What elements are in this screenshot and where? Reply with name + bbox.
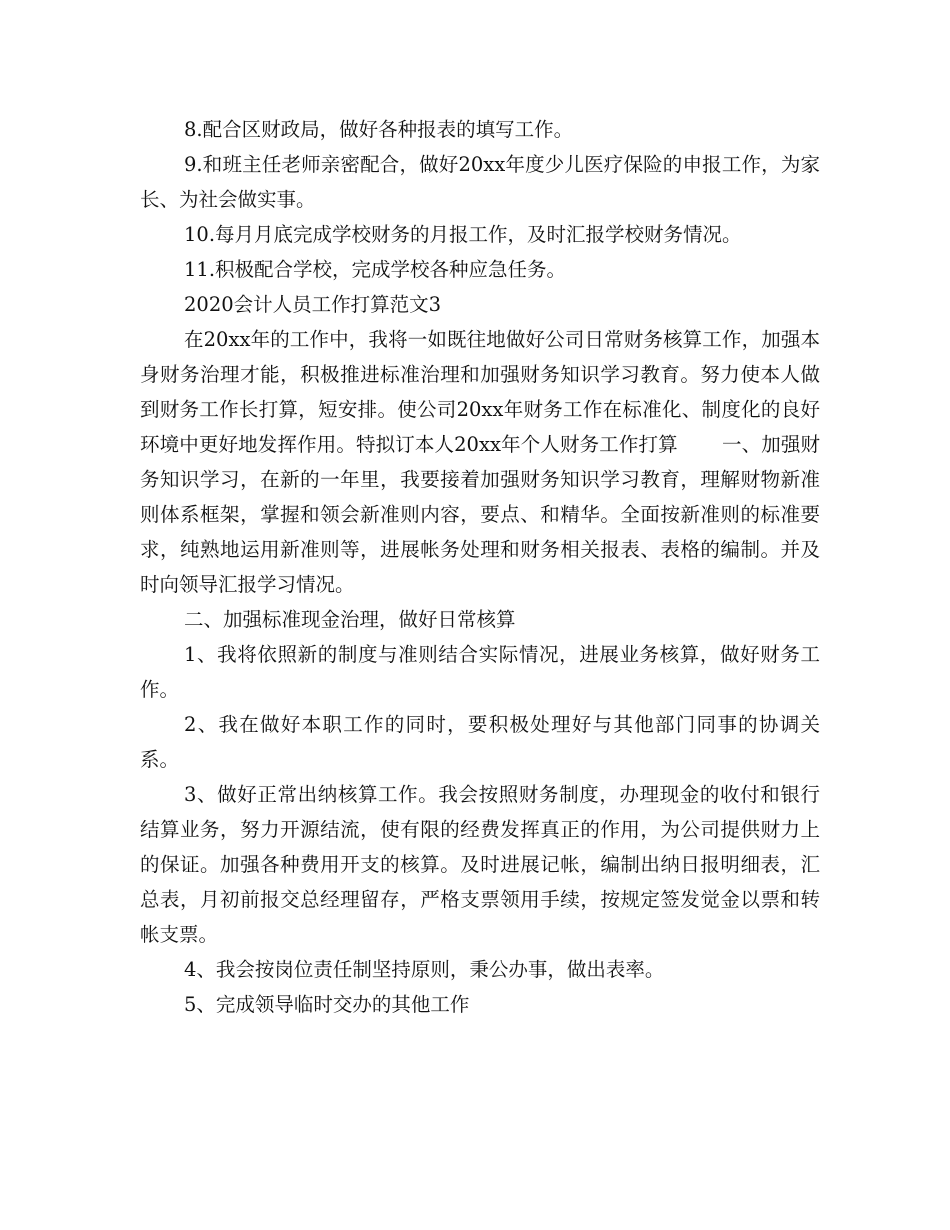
intro-paragraph [140,322,820,602]
intro-continuation-text: 一、加强财务知识学习，在新的一年里，我要接着加强财务知识学习教育，理解财物新准则体系框架，掌握和领会新准则内容，要点、和精华。全面按新准则的标准要求，纯熟地运用新准则等，进展帐务处理和财务相关报表、表格的编制。并及时向领导汇报学习情况。 [140,433,820,596]
intro-text: 在20xx年的工作中，我将一如既往地做好公司日常财务核算工作，加强本身财务治理才能，积极推进标准治理和加强财务知识学习教育。努力使本人做到财务工作长打算，短安排。使公司20xx年财务工作在标准化、制度化的良好环境中更好地发挥作用。特拟订本人20xx年个人财务工作打算 [140,328,820,456]
section-title: 二、加强标准现金治理，做好日常核算 [184,608,516,631]
list-item-1: 1、我将依照新的制度与准则结合实际情况，进展业务核算，做好财务工作。 [140,643,820,701]
paragraph-item-11: 11.积极配合学校，完成学校各种应急任务。 [184,258,567,281]
paragraph-item-9: 9.和班主任老师亲密配合，做好20xx年度少儿医疗保险的申报工作，为家长、为社会做实事。 [140,153,820,211]
document-body [140,112,820,1022]
list-item-2: 2、我在做好本职工作的同时，要积极处理好与其他部门同事的协调关系。 [140,713,820,771]
list-item-5: 5、完成领导临时交办的其他工作 [184,993,470,1016]
paragraph-item-10: 10.每月月底完成学校财务的月报工作，及时汇报学校财务情况。 [184,223,742,246]
list-item-4: 4、我会按岗位责任制坚持原则，秉公办事，做出表率。 [184,958,665,981]
section-heading-sample-3: 2020会计人员工作打算范文3 [184,293,442,316]
list-item-3: 3、做好正常出纳核算工作。我会按照财务制度，办理现金的收付和银行结算业务，努力开源结流，使有限的经费发挥真正的作用，为公司提供财力上的保证。加强各种费用开支的核算。及时进展记帐，编制出纳日报明细表，汇总表，月初前报交总经理留存，严格支票领用手续，按规定签发觉金以票和转帐支票。 [140,783,820,946]
paragraph-item-8: 8.配合区财政局，做好各种报表的填写工作。 [184,118,574,141]
